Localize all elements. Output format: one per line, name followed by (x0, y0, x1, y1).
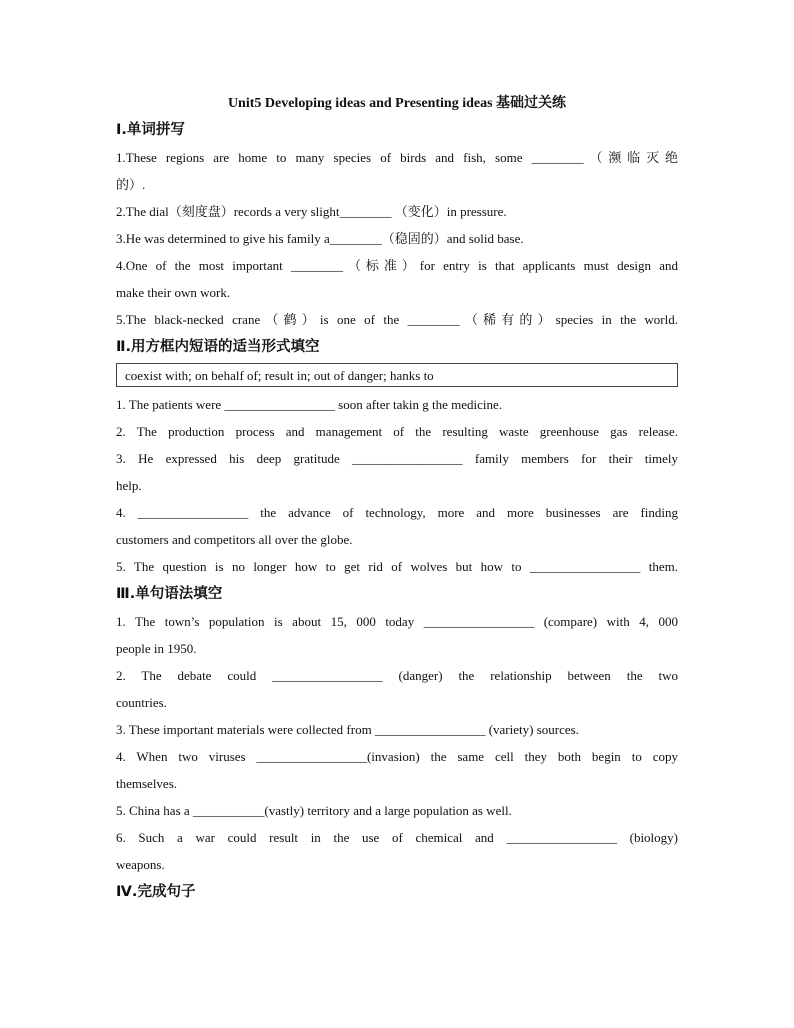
s2-line-1: 1. The patients were _________________ soon after takin g the medicine. (116, 397, 503, 412)
s2-line-3: 3. He expressed his deep gratitude _________________ family members for their timely (116, 451, 678, 466)
s3-line-1: 1. The town’s population is about 15, 000 today _________________ (compare) with 4, 000 (116, 614, 678, 629)
phrase-box: coexist with; on behalf of; result in; out of danger; hanks to (116, 363, 678, 387)
s1-line-4: 3.He was determined to give his family a________（稳固的）and solid base. (116, 231, 524, 246)
s3-line-5: 3. These important materials were collected from _________________ (variety) sources. (116, 722, 579, 737)
s2-line-6: customers and competitors all over the globe. (116, 532, 353, 547)
s1-line-2: 的）. (116, 177, 146, 192)
s3-line-4: countries. (116, 695, 167, 710)
s3-line-10: weapons. (116, 857, 165, 872)
s1-line-3: 2.The dial（刻度盘）records a very slight________ （变化）in pressure. (116, 204, 507, 219)
section-1-heading: Ⅰ.单词拼写 (116, 122, 185, 138)
worksheet (116, 92, 678, 906)
section-3-heading: Ⅲ.单句语法填空 (116, 586, 223, 602)
s1-line-1: 1.These regions are home to many species of birds and fish, some ________（濒临灭绝 (116, 150, 678, 165)
s3-line-9: 6. Such a war could result in the use of chemical and _________________ (biology) (116, 830, 678, 845)
s3-line-6: 4. When two viruses _________________(invasion) the same cell they both begin to copy (116, 749, 678, 764)
s1-line-7: 5.The black-necked crane（鹤）is one of the ________（稀有的）species in the world. (116, 312, 678, 327)
s1-line-6: make their own work. (116, 285, 231, 300)
s2-line-5: 4. _________________ the advance of technology, more and more businesses are finding (116, 505, 678, 520)
s3-line-8: 5. China has a ___________(vastly) territory and a large population as well. (116, 803, 512, 818)
s2-line-2: 2. The production process and management of the resulting waste greenhouse gas release. (116, 424, 678, 439)
s3-line-2: people in 1950. (116, 641, 197, 656)
s3-line-7: themselves. (116, 776, 178, 791)
s3-line-3: 2. The debate could _________________ (danger) the relationship between the two (116, 668, 678, 683)
worksheet-title: Unit5 Developing ideas and Presenting ideas 基础过关练 (227, 96, 567, 111)
section-2-heading: Ⅱ.用方框内短语的适当形式填空 (116, 339, 320, 355)
s2-line-7: 5. The question is no longer how to get rid of wolves but how to _________________ them. (116, 559, 678, 574)
s1-line-5: 4.One of the most important ________（标准）for entry is that applicants must design and (116, 258, 678, 273)
section-4-heading: Ⅳ.完成句子 (116, 884, 196, 900)
s2-line-4: help. (116, 478, 142, 493)
